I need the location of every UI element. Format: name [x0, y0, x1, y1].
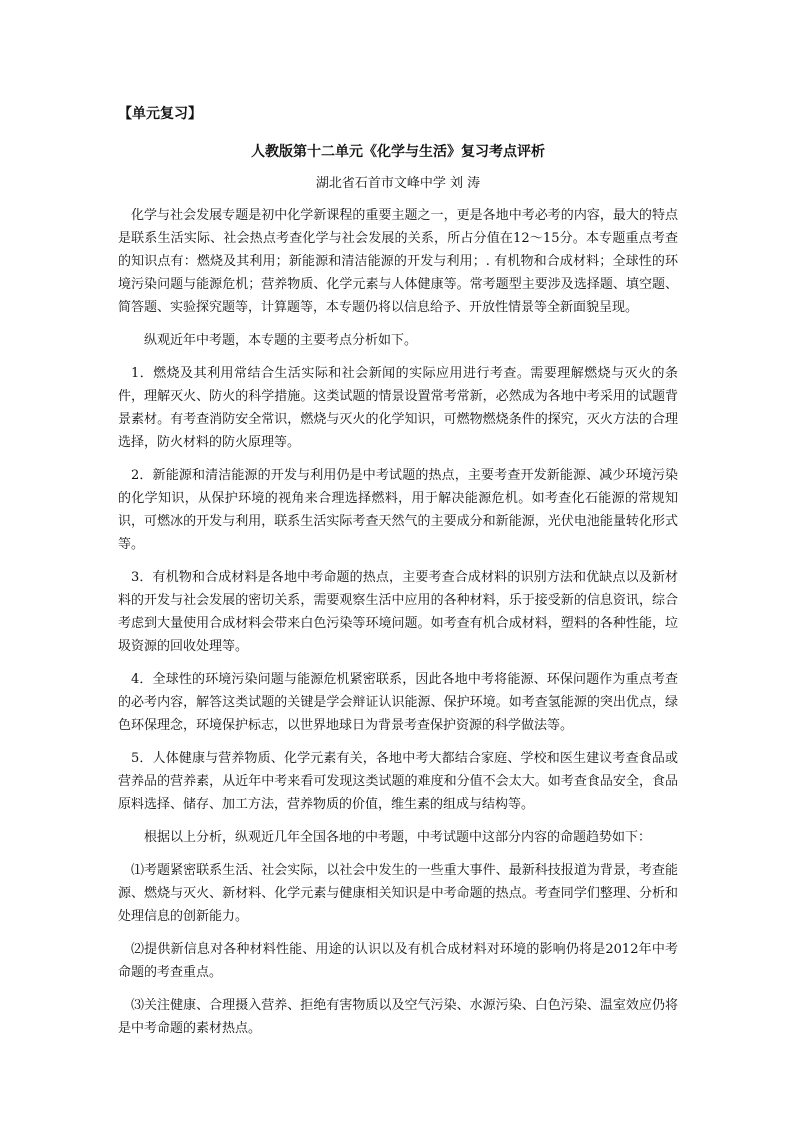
document-page: [118, 104, 678, 1050]
point-1-paragraph: 1．燃烧及其利用常结合生活实际和社会新闻的实际应用进行考查。需要理解燃烧与灭火的条件，理解灭火、防火的科学措施。这类试题的情景设置常考常新，必然成为各地中考采用的试题背景素材。有考查消防安全常识，燃烧与灭火的化学知识，可燃物燃烧条件的探究，灭火方法的合理选择，防火材料的防火原理等。: [118, 366, 678, 450]
point-5-paragraph: 5．人体健康与营养物质、化学元素有关，各地中考大都结合家庭、学校和医生建议考查食品或营养品的营养素，从近年中考来看可发现这类试题的难度和分值不会太大。如考查食品安全，食品原料选择、储存、加工方法，营养物质的价值，维生素的组成与结构等。: [118, 751, 678, 812]
trend-2-paragraph: ⑵提供新信息对各种材料性能、用途的认识以及有机合成材料对环境的影响仍将是2012年中考命题的考查重点。: [118, 942, 678, 980]
point-2-paragraph: 2．新能源和清洁能源的开发与利用仍是中考试题的热点，主要考查开发新能源、减少环境污染的化学知识，从保护环境的视角来合理选择燃料，用于解决能源危机。如考查化石能源的常规知识，可燃冰的开发与利用，联系生活实际考查天然气的主要成分和新能源，光伏电池能量转化形式等。: [118, 468, 678, 552]
trend-intro-paragraph: 根据以上分析，纵观近几年全国各地的中考题，中考试题中这部分内容的命题趋势如下：: [144, 830, 652, 845]
overview-paragraph: 纵观近年中考题，本专题的主要考点分析如下。: [144, 333, 418, 348]
trend-1-paragraph: ⑴考题紧密联系生活、社会实际，以社会中发生的一些重大事件、最新科技报道为背景，考查能源、燃烧与灭火、新材料、化学元素与健康相关知识是中考命题的热点。考查同学们整理、分析和处理信息的创新能力。: [118, 863, 678, 924]
document-title: 人教版第十二单元《化学与生活》复习考点评析: [251, 144, 545, 160]
point-3-paragraph: 3．有机物和合成材料是各地中考命题的热点，主要考查合成材料的识别方法和优缺点以及新材料的开发与社会发展的密切关系，需要观察生活中应用的各种材料，乐于接受新的信息资讯，综合考虑到大量使用合成材料会带来白色污染等环境问题。如考查有机合成材料，塑料的各种性能，垃圾资源的回收处理等。: [118, 570, 678, 654]
point-4-paragraph: 4．全球性的环境污染问题与能源危机紧密联系，因此各地中考将能源、环保问题作为重点考查的必考内容，解答这类试题的关键是学会辩证认识能源、保护环境。如考查氢能源的突出优点，绿色环保理念，环境保护标志，以世界地球日为背景考查保护资源的科学做法等。: [118, 672, 678, 733]
trend-3-paragraph: ⑶关注健康、合理摄入营养、拒绝有害物质以及空气污染、水源污染、白色污染、温室效应仍将是中考命题的素材热点。: [118, 998, 678, 1036]
author-line: 湖北省石首市文峰中学 刘 涛: [315, 176, 481, 191]
intro-paragraph: 化学与社会发展专题是初中化学新课程的重要主题之一，更是各地中考必考的内容，最大的特点是联系生活实际、社会热点考查化学与社会发展的关系，所占分值在12～15分。本专题重点考查的知识点有：燃烧及其利用；新能源和清洁能源的开发与利用；. 有机物和合成材料；全球性的环境污染问题与能源危机；营养物质、化学元素与人体健康等。常考题型主要涉及选择题、填空题、简答题、实验探究题等，计算题等，本专题仍将以信息给予、开放性情景等全新面貌呈现。: [118, 208, 678, 315]
section-tag: 【单元复习】: [118, 106, 202, 122]
